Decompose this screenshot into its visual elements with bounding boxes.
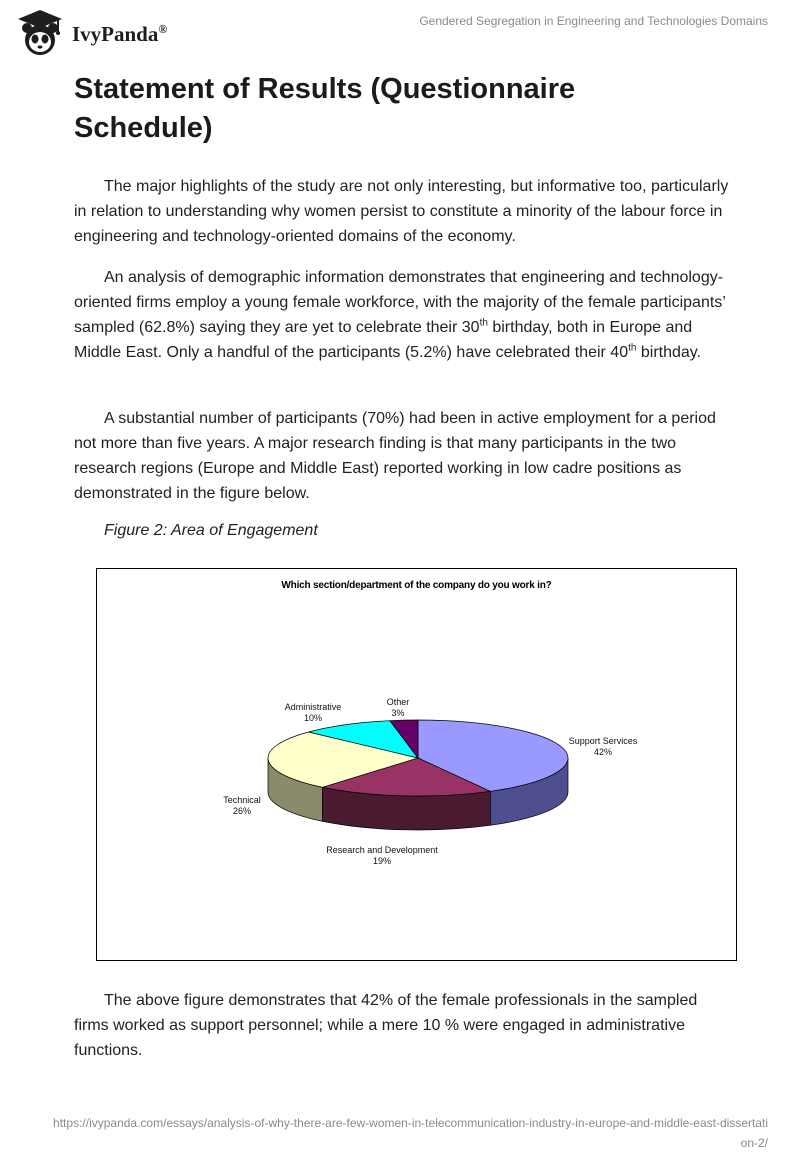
figure-caption: Figure 2: Area of Engagement — [104, 522, 318, 539]
paragraph-3: A substantial number of participants (70%) had been in active employment for a period not more than five years. A major research finding is that many participants in the two research regions (Europe and Middle East) reported working in low cadre positions as demonstrated in the figure below. — [74, 410, 716, 502]
panda-graduate-icon — [14, 8, 66, 58]
slice-label-administrative: Administrative 10% — [284, 702, 342, 723]
slice-label-other: Other 3% — [386, 697, 410, 718]
paragraph-2: An analysis of demographic information demonstrates that engineering and technology-oriented firms employ a young female workforce, with the majority of the female participants’ sampled (62.8%) saying they are yet to celebrate their 30th birthday, both in Europe and Middle East. Only a handful of the participants (5.2%) have celebrated their 40th birthday. — [74, 269, 726, 361]
source-url[interactable]: https://ivypanda.com/essays/analysis-of-why-there-are-few-women-in-telecommunication-industry-in-europe-and-middle-east-dissertation-2/ — [53, 1116, 768, 1150]
pie-chart-canvas — [97, 569, 736, 960]
chart-title: Which section/department of the company do you work in? — [281, 580, 552, 591]
pie-chart — [96, 568, 737, 961]
paragraph-1: The major highlights of the study are not only interesting, but informative too, particularly in relation to understanding why women persist to constitute a minority of the labour force in engineering and technology-oriented domains of the economy. — [74, 178, 729, 245]
brand-name: IvyPanda® — [72, 21, 168, 46]
slice-label-research-and-development: Research and Development 19% — [326, 845, 438, 866]
paragraph-4: The above figure demonstrates that 42% of the female professionals in the sampled firms worked as support personnel; while a mere 10 % were engaged in administrative functions. — [74, 992, 698, 1059]
slice-label-technical: Technical 26% — [223, 795, 261, 816]
slice-label-support-services: Support Services 42% — [568, 736, 638, 757]
section-heading: Statement of Results (Questionnaire Schedule) — [74, 73, 576, 144]
registered-mark: ® — [158, 21, 168, 36]
brand-logo[interactable] — [14, 8, 167, 58]
document-title: Gendered Segregation in Engineering and Technologies Domains — [419, 14, 768, 28]
